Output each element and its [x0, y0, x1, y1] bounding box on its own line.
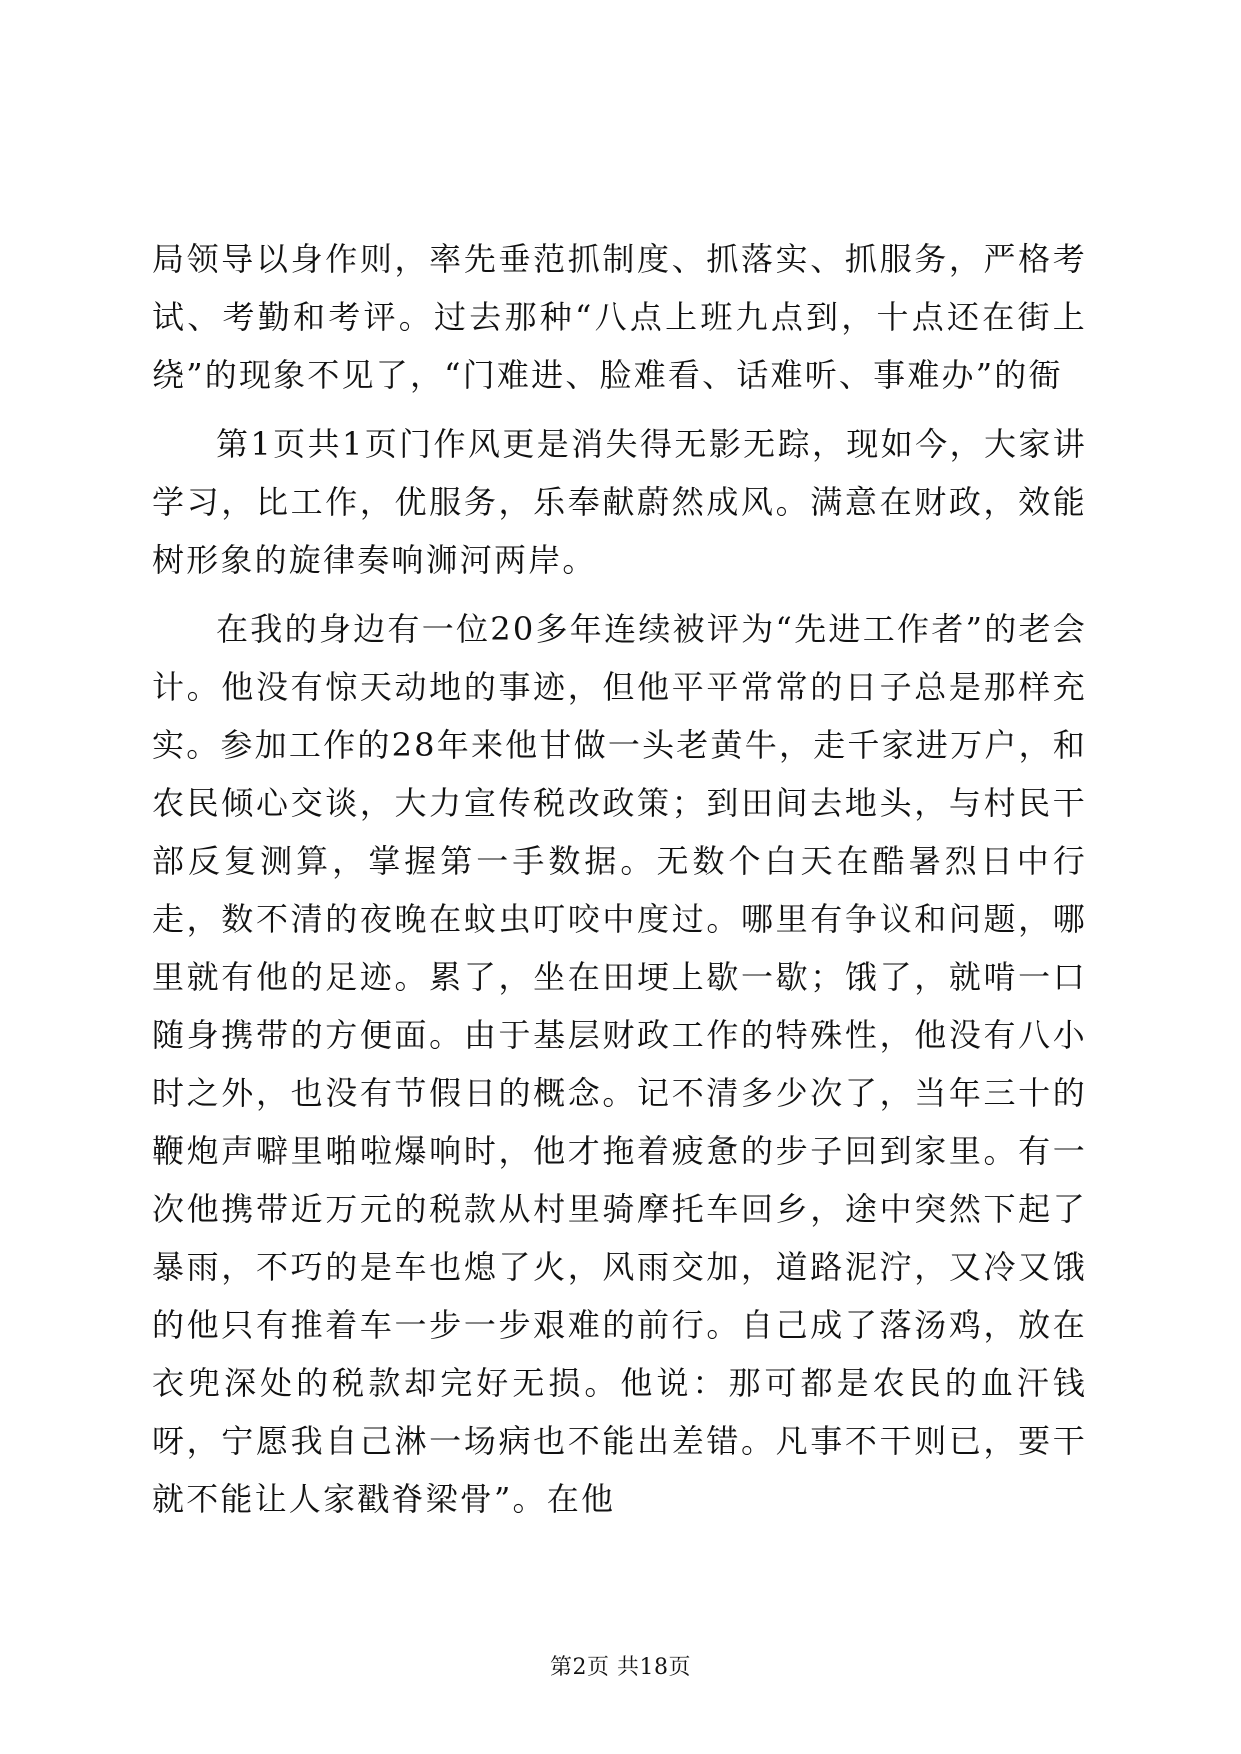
paragraph: 第1页共1页门作风更是消失得无影无踪，现如今，大家讲学习，比工作，优服务，乐奉献蔚然成风。满意在财政，效能树形象的旋律奏响浉河两岸。 — [152, 425, 1087, 579]
page-number-footer: 第2页 共18页 — [550, 1655, 691, 1680]
paragraph: 在我的身边有一位20多年连续被评为“先进工作者”的老会计。他没有惊天动地的事迹，但他平平常常的日子总是那样充实。参加工作的28年来他甘做一头老黄牛，走千家进万户，和农民倾心交谈，大力宣传税改政策；到田间去地头，与村民干部反复测算，掌握第一手数据。无数个白天在酷暑烈日中行走，数不清的夜晚在蚊虫叮咬中度过。哪里有争议和问题，哪里就有他的足迹。累了，坐在田埂上歇一歇；饿了，就啃一口随身携带的方便面。由于基层财政工作的特殊性，他没有八小时之外，也没有节假日的概念。记不清多少次了，当年三十的鞭炮声噼里啪啦爆响时，他才拖着疲惫的步子回到家里。有一次他携带近万元的税款从村里骑摩托车回乡，途中突然下起了暴雨，不巧的是车也熄了火，风雨交加，道路泥泞，又冷又饿的他只有推着车一步一步艰难的前行。自己成了落汤鸡，放在衣兜深处的税款却完好无损。他说：那可都是农民的血汗钱呀，宁愿我自己淋一场病也不能出差错。凡事不干则已，要干就不能让人家戳脊梁骨”。在他 — [152, 610, 1087, 1518]
document-body — [152, 230, 1087, 1528]
paragraph-continued: 局领导以身作则，率先垂范抓制度、抓落实、抓服务，严格考试、考勤和考评。过去那种“八点上班九点到，十点还在街上绕”的现象不见了，“门难进、脸难看、话难听、事难办”的衙 — [152, 240, 1087, 394]
